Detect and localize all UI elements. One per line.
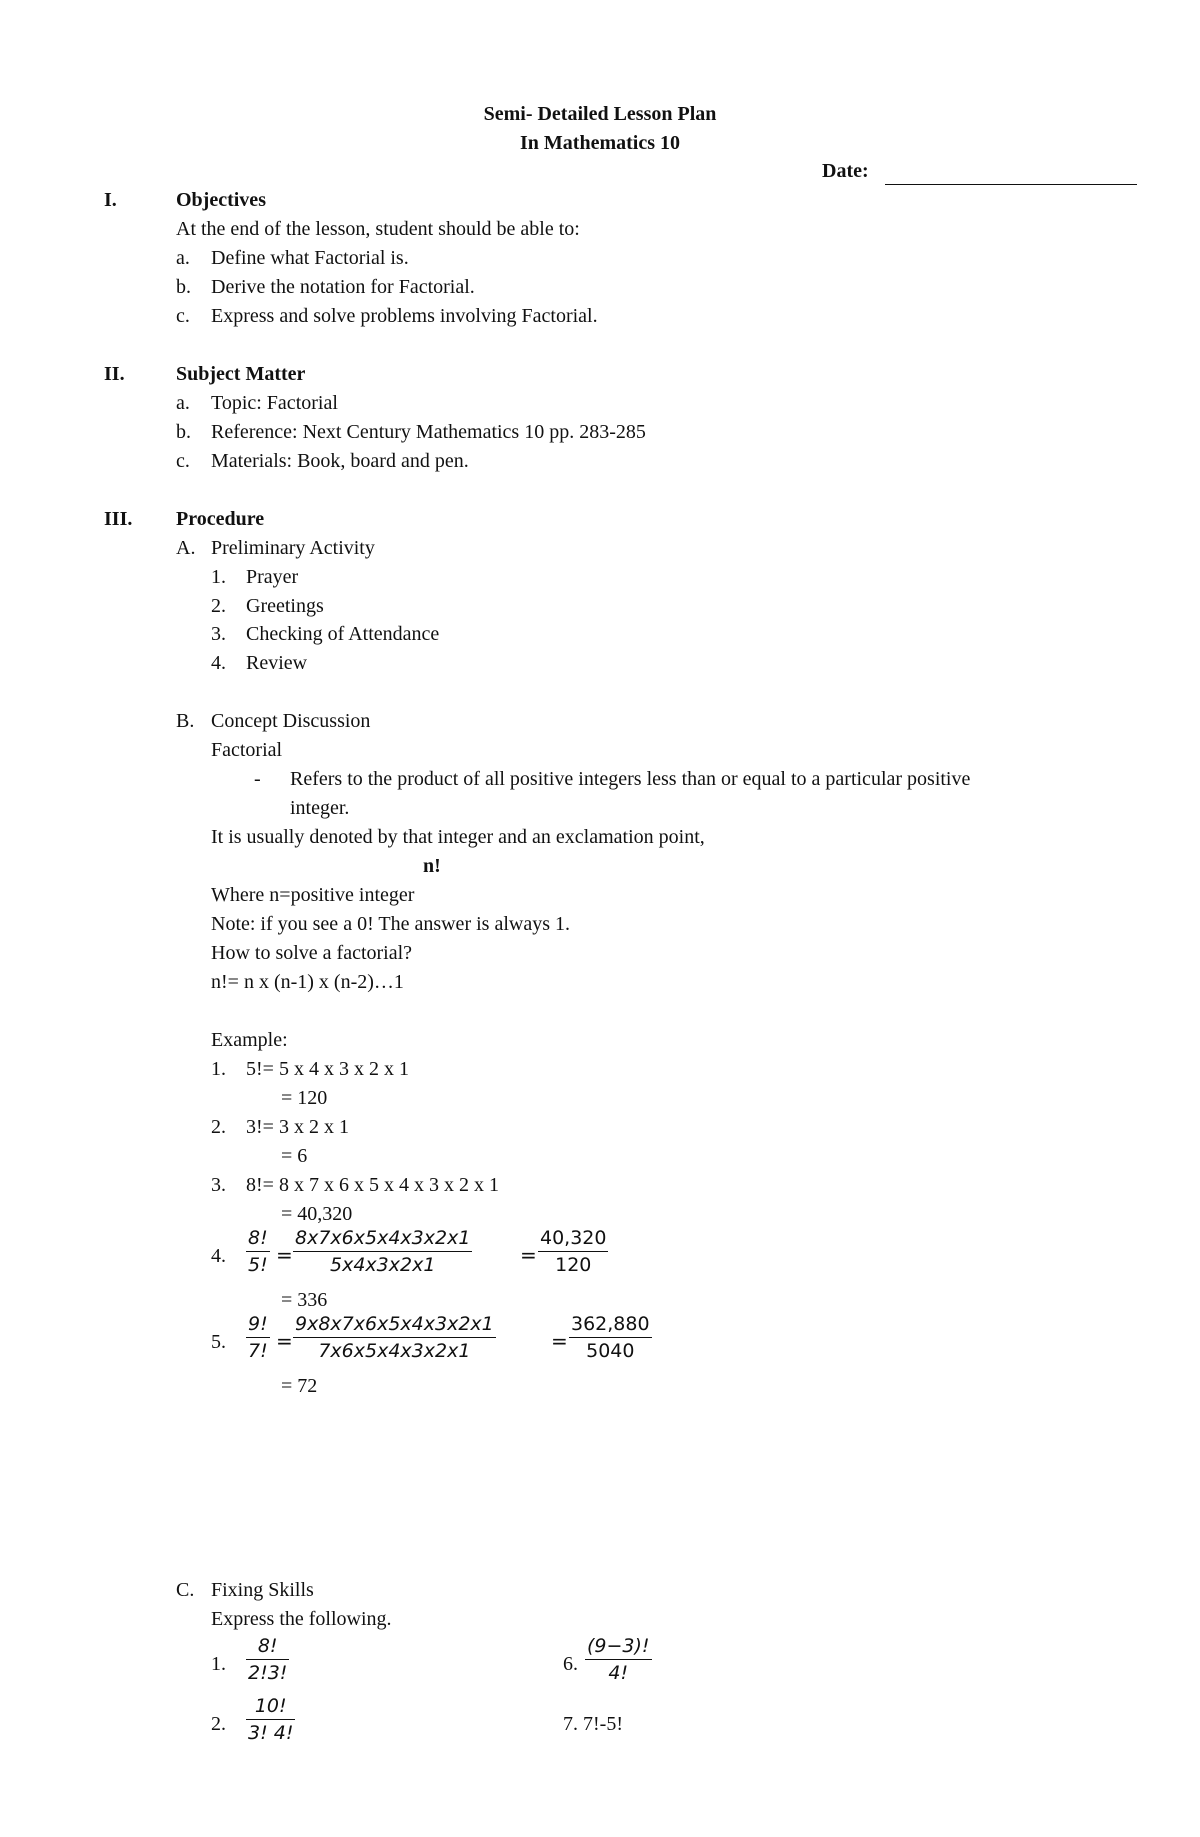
fraction — [538, 1225, 608, 1278]
concept-term: Factorial — [211, 739, 283, 761]
section-numeral-procedure: III. — [104, 508, 133, 530]
objective-item: Define what Factorial is. — [211, 247, 409, 269]
activity-item: Review — [246, 652, 308, 674]
fraction-numerator: 8! — [246, 1225, 270, 1252]
method-question: How to solve a factorial? — [211, 942, 413, 964]
fraction-denominator: 5x4x3x2x1 — [330, 1254, 436, 1276]
fraction — [293, 1311, 496, 1364]
fraction-denominator: 5! — [248, 1254, 268, 1276]
list-marker: 1. — [211, 566, 226, 588]
fraction — [246, 1225, 270, 1278]
fraction-numerator: 8x7x6x5x4x3x2x1 — [293, 1225, 472, 1252]
example-result: = 336 — [281, 1289, 328, 1311]
fraction — [569, 1311, 652, 1364]
subsection-title-fixing-skills: Fixing Skills — [211, 1579, 314, 1601]
document-subtitle: In Mathematics 10 — [520, 132, 680, 154]
list-marker: 2. — [211, 1713, 226, 1735]
list-marker: 1. — [211, 1058, 226, 1080]
list-marker: a. — [176, 247, 190, 269]
variable-definition: Where n=positive integer — [211, 884, 415, 906]
fraction-numerator: 9x8x7x6x5x4x3x2x1 — [293, 1311, 496, 1338]
list-marker: 2. — [211, 595, 226, 617]
list-marker: 3. — [211, 1174, 226, 1196]
definition-line: integer. — [290, 797, 350, 819]
fraction-numerator: 10! — [246, 1693, 295, 1720]
objectives-intro: At the end of the lesson, student should be able to: — [176, 218, 580, 240]
example-result: = 120 — [281, 1087, 328, 1109]
list-marker: A. — [176, 537, 196, 559]
list-marker: 5. — [211, 1331, 226, 1353]
notation-description: It is usually denoted by that integer and an exclamation point, — [211, 826, 705, 848]
list-marker: 4. — [211, 652, 226, 674]
subject-item: Reference: Next Century Mathematics 10 pp. 283-285 — [211, 421, 646, 443]
objective-item: Derive the notation for Factorial. — [211, 276, 475, 298]
example-expression: 5!= 5 x 4 x 3 x 2 x 1 — [246, 1058, 409, 1080]
section-heading-procedure: Procedure — [176, 508, 265, 530]
section-heading-subject-matter: Subject Matter — [176, 363, 306, 385]
list-marker: 1. — [211, 1653, 226, 1675]
section-numeral-subject-matter: II. — [104, 363, 125, 385]
factorial-notation: n! — [423, 855, 441, 877]
list-marker: 3. — [211, 623, 226, 645]
objective-item: Express and solve problems involving Factorial. — [211, 305, 598, 327]
fraction-denominator: 5040 — [586, 1340, 635, 1362]
exercise-fraction — [246, 1693, 295, 1746]
zero-factorial-note: Note: if you see a 0! The answer is always 1. — [211, 913, 570, 935]
equals-sign: = — [551, 1329, 568, 1353]
section-heading-objectives: Objectives — [176, 189, 266, 211]
fraction — [246, 1311, 270, 1364]
subsection-title-preliminary: Preliminary Activity — [211, 537, 375, 559]
list-marker: a. — [176, 392, 190, 414]
list-marker: c. — [176, 305, 190, 327]
definition-dash: - — [254, 768, 261, 790]
list-marker: 2. — [211, 1116, 226, 1138]
section-numeral-objectives: I. — [104, 189, 117, 211]
fraction-numerator: 8! — [246, 1633, 289, 1660]
fraction-numerator: 40,320 — [538, 1225, 608, 1252]
factorial-formula: n!= n x (n-1) x (n-2)…1 — [211, 971, 404, 993]
list-marker: C. — [176, 1579, 195, 1601]
document-title: Semi- Detailed Lesson Plan — [483, 103, 717, 125]
list-marker: b. — [176, 421, 191, 443]
date-blank-line — [885, 184, 1137, 185]
equals-sign: = — [520, 1243, 537, 1267]
list-marker: B. — [176, 710, 195, 732]
fraction-numerator: 9! — [246, 1311, 270, 1338]
activity-item: Greetings — [246, 595, 324, 617]
exercise-item: 7. 7!-5! — [563, 1713, 623, 1735]
example-expression: 3!= 3 x 2 x 1 — [246, 1116, 349, 1138]
example-result: = 72 — [281, 1375, 318, 1397]
subject-item: Topic: Factorial — [211, 392, 338, 414]
example-result: = 6 — [281, 1145, 308, 1167]
activity-item: Checking of Attendance — [246, 623, 440, 645]
fraction-denominator: 2!3! — [248, 1662, 288, 1684]
exercise-fraction — [246, 1633, 289, 1686]
subject-item: Materials: Book, board and pen. — [211, 450, 469, 472]
list-marker: 4. — [211, 1245, 226, 1267]
subsection-title-concept: Concept Discussion — [211, 710, 371, 732]
date-label: Date: — [822, 160, 869, 182]
exercise-instruction: Express the following. — [211, 1608, 392, 1630]
activity-item: Prayer — [246, 566, 299, 588]
equals-sign: = — [276, 1329, 293, 1353]
example-label: Example: — [211, 1029, 288, 1051]
fraction-denominator: 7x6x5x4x3x2x1 — [318, 1340, 471, 1362]
exercise-fraction — [585, 1633, 652, 1686]
fraction-denominator: 4! — [608, 1662, 629, 1684]
example-expression: 8!= 8 x 7 x 6 x 5 x 4 x 3 x 2 x 1 — [246, 1174, 499, 1196]
fraction-numerator: (9−3)! — [585, 1633, 652, 1660]
fraction — [293, 1225, 472, 1278]
fraction-numerator: 362,880 — [569, 1311, 652, 1338]
list-marker: 6. — [563, 1653, 578, 1675]
list-marker: b. — [176, 276, 191, 298]
list-marker: c. — [176, 450, 190, 472]
fraction-denominator: 3! 4! — [248, 1722, 294, 1744]
fraction-denominator: 7! — [248, 1340, 268, 1362]
example-result: = 40,320 — [281, 1203, 353, 1225]
definition-line: Refers to the product of all positive integers less than or equal to a particular positive — [290, 768, 971, 790]
equals-sign: = — [276, 1243, 293, 1267]
fraction-denominator: 120 — [555, 1254, 592, 1276]
